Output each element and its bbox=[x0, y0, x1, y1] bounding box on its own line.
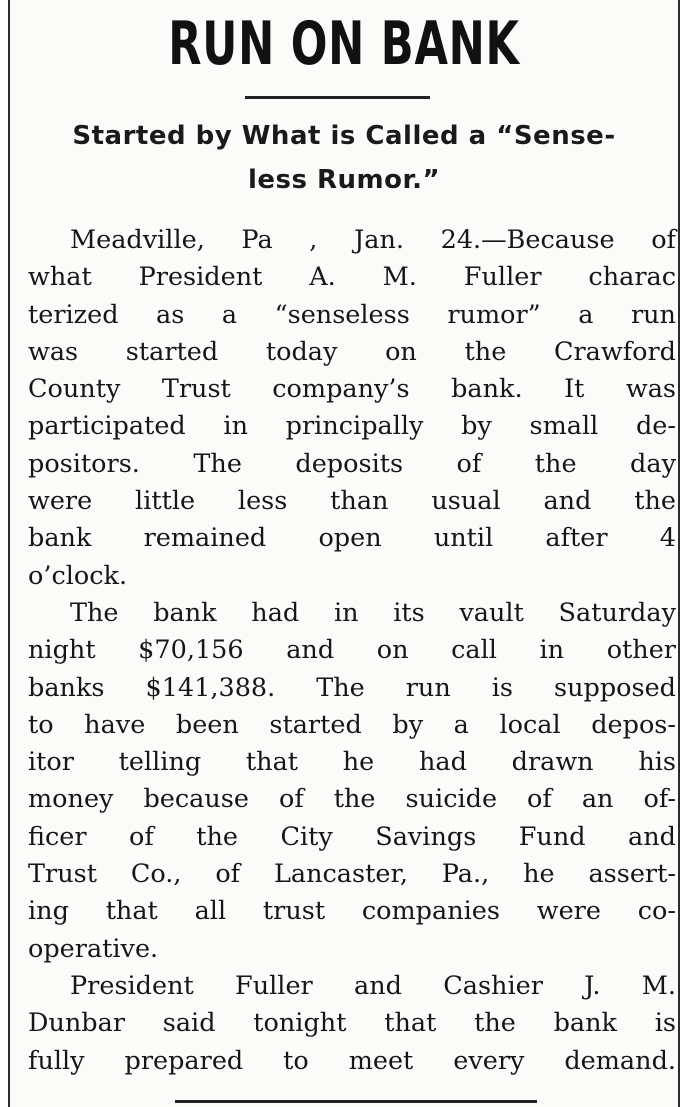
body-line: banks $141,388. The run is supposed bbox=[28, 672, 676, 703]
body-line: were little less than usual and the bbox=[28, 486, 676, 517]
subheadline-line-1: Started by What is Called a “Sense- bbox=[72, 121, 616, 151]
body-line: terized as a “senseless rumor” a run bbox=[28, 299, 676, 330]
body-line: bank remained open until after 4 bbox=[28, 523, 676, 554]
body-line: participated in principally by small de- bbox=[28, 411, 676, 442]
body-line: o’clock. bbox=[28, 560, 128, 591]
paragraph-3 bbox=[28, 968, 676, 1080]
body-line: fully prepared to meet every demand. bbox=[28, 1045, 676, 1076]
body-line: The bank had in its vault Saturday bbox=[70, 597, 676, 628]
body-line: was started today on the Crawford bbox=[28, 336, 676, 367]
end-rule bbox=[175, 1100, 537, 1103]
body-line: what President A. M. Fuller charac bbox=[28, 262, 676, 293]
body-line: Trust Co., of Lancaster, Pa., he assert- bbox=[28, 859, 676, 890]
body-line: President Fuller and Cashier J. M. bbox=[70, 970, 676, 1001]
subheadline bbox=[22, 114, 666, 202]
paragraph-1 bbox=[28, 222, 676, 595]
headline-rule bbox=[245, 96, 430, 99]
body-line: County Trust company’s bank. It was bbox=[28, 374, 676, 405]
body-line: Meadville, Pa , Jan. 24.—Because of bbox=[70, 225, 676, 255]
body-line: operative. bbox=[28, 933, 159, 964]
body-line: Dunbar said tonight that the bank is bbox=[28, 1008, 676, 1039]
body-line: to have been started by a local depos- bbox=[28, 709, 676, 740]
body-line: ing that all trust companies were co- bbox=[28, 896, 676, 927]
body-line: positors. The deposits of the day bbox=[28, 448, 676, 479]
headline: RUN ON BANK bbox=[168, 9, 520, 79]
body-line: ficer of the City Savings Fund and bbox=[28, 821, 676, 852]
newspaper-clipping bbox=[8, 0, 680, 1107]
body-line: night $70,156 and on call in other bbox=[28, 635, 676, 666]
body-line: itor telling that he had drawn his bbox=[28, 747, 676, 778]
subheadline-line-2: less Rumor.” bbox=[247, 165, 441, 195]
body-line: money because of the suicide of an of- bbox=[28, 784, 676, 815]
paragraph-2 bbox=[28, 595, 676, 968]
article-body bbox=[28, 222, 676, 1080]
